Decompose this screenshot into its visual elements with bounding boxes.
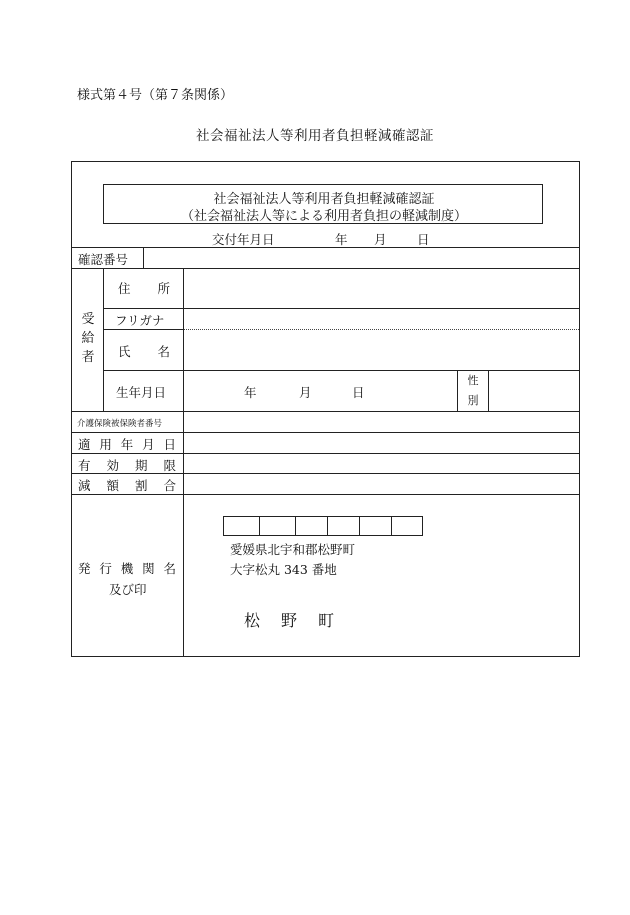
furigana-field[interactable]: [186, 310, 576, 327]
rule: [72, 411, 579, 412]
postal-code-box-5[interactable]: [360, 517, 390, 535]
insurer-number-field[interactable]: [186, 413, 576, 430]
birth-year-unit: 年: [244, 385, 257, 400]
issuer-name: 松 野 町: [244, 611, 334, 630]
reduction-rate-label: 減 額 割 合: [78, 478, 176, 493]
postal-code-box-3[interactable]: [296, 517, 326, 535]
rule: [183, 268, 184, 656]
postal-code-box-2[interactable]: [260, 517, 294, 535]
rule: [72, 453, 579, 454]
recipient-label: 受 給 者: [81, 312, 95, 365]
rule: [103, 268, 104, 411]
address-field[interactable]: [186, 270, 576, 306]
issue-date-label: 交付年月日: [212, 232, 275, 247]
sex-label: 性 別: [467, 374, 479, 407]
birth-date-label: 生年月日: [116, 385, 167, 400]
postal-code-box-4[interactable]: [328, 517, 358, 535]
application-date-field[interactable]: [186, 434, 576, 451]
issuer-label-sub: 及び印: [109, 582, 147, 597]
issue-year-unit: 年: [335, 232, 348, 247]
name-field[interactable]: [186, 332, 576, 368]
reduction-rate-field[interactable]: [186, 475, 576, 492]
name-label: 氏 名: [118, 344, 170, 359]
postal-code-boxes: [223, 516, 423, 536]
issue-day-unit: 日: [417, 232, 430, 247]
rule: [103, 329, 183, 330]
certificate-title: 社会福祉法人等利用者負担軽減確認証: [213, 192, 435, 207]
dotted-rule: [183, 329, 579, 330]
issuer-address-line2: 大字松丸 343 番地: [230, 562, 337, 577]
rule: [143, 247, 144, 268]
confirmation-number-label: 確認番号: [78, 252, 129, 267]
issuer-address-line1: 愛媛県北宇和郡松野町: [230, 542, 356, 557]
issuer-label: 発 行 機 関 名: [78, 561, 176, 576]
confirmation-number-field[interactable]: [146, 248, 576, 267]
issue-month-unit: 月: [374, 232, 387, 247]
rule: [72, 268, 579, 269]
postal-code-box-6[interactable]: [392, 517, 422, 535]
insurer-number-label: 介護保険被保険者番号: [77, 419, 163, 429]
rule: [103, 308, 579, 309]
form-number: 様式第４号（第７条関係）: [77, 88, 234, 103]
certificate-subtitle: （社会福祉法人等による利用者負担の軽減制度）: [180, 209, 467, 224]
birth-month-unit: 月: [299, 385, 312, 400]
address-label: 住 所: [118, 281, 170, 296]
postal-code-box-1[interactable]: [224, 517, 258, 535]
sex-field[interactable]: [491, 372, 577, 409]
document-title: 社会福祉法人等利用者負担軽減確認証: [196, 128, 434, 144]
rule: [72, 494, 579, 495]
certificate-title-box: [103, 184, 543, 224]
rule: [488, 370, 489, 411]
certificate-form: [71, 161, 580, 657]
rule: [72, 432, 579, 433]
rule: [457, 370, 458, 411]
validity-period-field[interactable]: [186, 455, 576, 471]
application-date-label: 適 用 年 月 日: [78, 437, 176, 452]
validity-period-label: 有 効 期 限: [78, 458, 176, 473]
rule: [103, 370, 579, 371]
furigana-label: フリガナ: [115, 313, 165, 328]
birth-day-unit: 日: [352, 385, 365, 400]
